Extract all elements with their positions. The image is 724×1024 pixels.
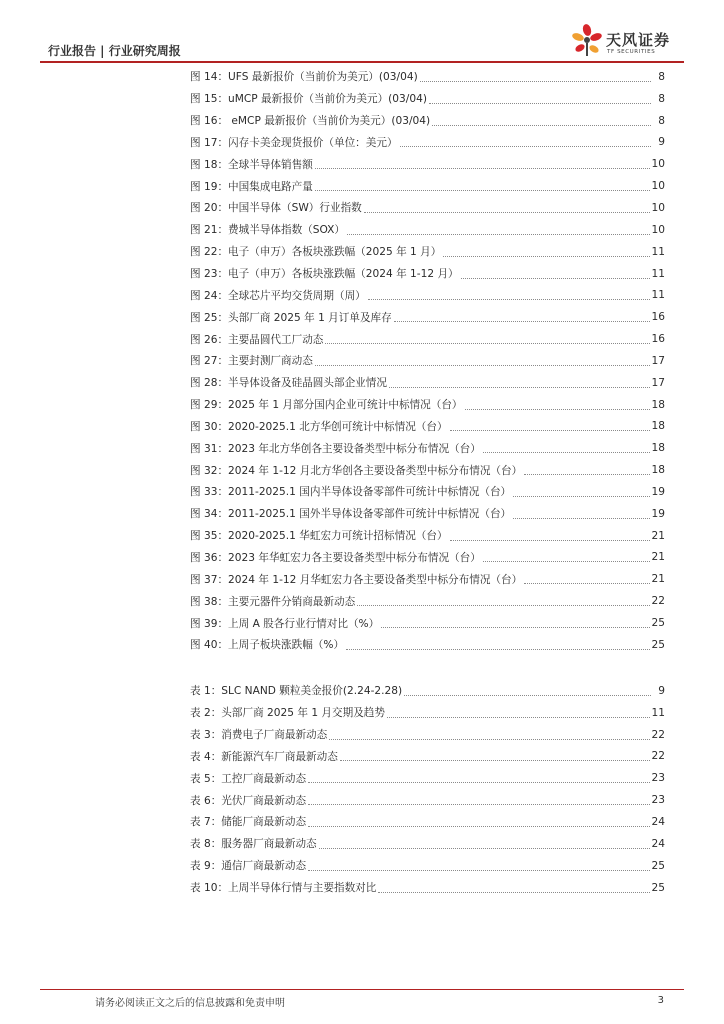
figure-toc-entry-page: 11 bbox=[651, 267, 665, 280]
figure-toc-entry-label: 图 31：2023 年北方华创各主要设备类型中标分布情况（台） bbox=[190, 442, 481, 455]
figure-toc-entry[interactable] bbox=[190, 110, 665, 132]
dot-leader bbox=[450, 430, 650, 431]
figure-toc-entry-page: 19 bbox=[651, 507, 665, 520]
dot-leader bbox=[357, 605, 649, 606]
report-header-title: 行业报告 | 行业研究周报 bbox=[48, 44, 181, 58]
figure-toc-entry[interactable] bbox=[190, 132, 665, 154]
figure-toc-entry-page: 16 bbox=[651, 333, 665, 346]
dot-leader bbox=[325, 343, 649, 344]
figure-toc-entry-label: 图 28：半导体设备及硅晶圆头部企业情况 bbox=[190, 377, 387, 390]
dot-leader bbox=[443, 256, 649, 257]
table-toc-entry-label: 表 8：服务器厂商最新动态 bbox=[190, 838, 317, 851]
table-toc-entry[interactable] bbox=[190, 680, 665, 702]
figure-toc-entry-label: 图 21：费城半导体指数（SOX） bbox=[190, 224, 346, 237]
figure-toc-entry[interactable] bbox=[190, 590, 665, 612]
dot-leader bbox=[315, 190, 650, 191]
dot-leader bbox=[429, 103, 651, 104]
figure-toc-entry-label: 图 27：主要封测厂商动态 bbox=[190, 355, 313, 368]
dot-leader bbox=[450, 540, 650, 541]
figure-toc-entry-page: 21 bbox=[651, 551, 665, 564]
dot-leader bbox=[308, 782, 649, 783]
dot-leader bbox=[381, 627, 649, 628]
dot-leader bbox=[308, 804, 649, 805]
figure-toc-entry-label: 图 37：2024 年 1-12 月华虹宏力各主要设备类型中标分布情况（台） bbox=[190, 573, 523, 586]
footer-disclaimer: 请务必阅读正文之后的信息披露和免责申明 bbox=[95, 998, 285, 1009]
table-toc-entry-label: 表 5：工控厂商最新动态 bbox=[190, 772, 307, 785]
table-toc-entry[interactable] bbox=[190, 855, 665, 877]
figure-toc-entry[interactable] bbox=[190, 416, 665, 438]
figure-toc-entry-page: 25 bbox=[651, 638, 665, 651]
dot-leader bbox=[319, 848, 650, 849]
tables-toc-list bbox=[190, 680, 665, 898]
footer-divider bbox=[40, 989, 684, 990]
figure-toc-entry-page: 18 bbox=[651, 420, 665, 433]
table-toc-entry-label: 表 10：上周半导体行情与主要指数对比 bbox=[190, 882, 377, 895]
figure-toc-entry[interactable] bbox=[190, 219, 665, 241]
logo-flower-icon bbox=[570, 22, 606, 62]
table-toc-entry[interactable] bbox=[190, 877, 665, 899]
table-toc-entry-label: 表 6：光伏厂商最新动态 bbox=[190, 794, 307, 807]
table-toc-entry-label: 表 4：新能源汽车厂商最新动态 bbox=[190, 750, 338, 763]
figure-toc-entry-page: 16 bbox=[651, 311, 665, 324]
figure-toc-entry-page: 8 bbox=[658, 70, 665, 83]
page-number: 3 bbox=[657, 995, 664, 1006]
table-toc-entry-label: 表 7：储能厂商最新动态 bbox=[190, 816, 307, 829]
figure-toc-entry[interactable] bbox=[190, 241, 665, 263]
figure-toc-entry-label: 图 32：2024 年 1-12 月北方华创各主要设备类型中标分布情况（台） bbox=[190, 464, 523, 477]
figure-toc-entry-page: 18 bbox=[651, 398, 665, 411]
figure-toc-entry[interactable] bbox=[190, 88, 665, 110]
figure-toc-entry-label: 图 25：头部厂商 2025 年 1 月订单及库存 bbox=[190, 311, 392, 324]
logo-text: 天风证券 bbox=[606, 31, 671, 49]
figure-toc-entry[interactable] bbox=[190, 306, 665, 328]
figure-toc-entry-page: 10 bbox=[651, 180, 665, 193]
dot-leader bbox=[347, 234, 649, 235]
figure-toc-entry-page: 10 bbox=[651, 201, 665, 214]
figure-toc-entry-label: 图 14：UFS 最新报价（当前价为美元）(03/04) bbox=[190, 71, 418, 84]
figure-toc-entry-label: 图 23：电子（申万）各板块涨跌幅（2024 年 1-12 月） bbox=[190, 268, 459, 281]
table-toc-entry-label: 表 9：通信厂商最新动态 bbox=[190, 860, 307, 873]
dot-leader bbox=[308, 826, 649, 827]
figure-toc-entry-page: 21 bbox=[651, 529, 665, 542]
dot-leader bbox=[524, 474, 649, 475]
figure-toc-entry-label: 图 24：全球芯片平均交货周期（周） bbox=[190, 289, 366, 302]
figure-toc-entry-page: 10 bbox=[651, 158, 665, 171]
table-toc-entry-page: 25 bbox=[651, 859, 665, 872]
dot-leader bbox=[364, 212, 650, 213]
figure-toc-entry[interactable] bbox=[190, 328, 665, 350]
figure-toc-entry[interactable] bbox=[190, 175, 665, 197]
dot-leader bbox=[420, 81, 651, 82]
figure-toc-entry-page: 25 bbox=[651, 617, 665, 630]
dot-leader bbox=[483, 452, 650, 453]
dot-leader bbox=[346, 649, 649, 650]
dot-leader bbox=[308, 870, 649, 871]
dot-leader bbox=[513, 518, 649, 519]
figure-toc-entry-label: 图 35：2020-2025.1 华虹宏力可统计招标情况（台） bbox=[190, 530, 448, 543]
table-toc-entry-label: 表 3：消费电子厂商最新动态 bbox=[190, 729, 328, 742]
dot-leader bbox=[461, 278, 650, 279]
figure-toc-entry-page: 10 bbox=[651, 223, 665, 236]
figure-toc-entry-label: 图 22：电子（申万）各板块涨跌幅（2025 年 1 月） bbox=[190, 246, 442, 259]
table-toc-entry-label: 表 1：SLC NAND 颗粒美金报价(2.24-2.28) bbox=[190, 685, 403, 698]
figure-toc-entry[interactable] bbox=[190, 634, 665, 656]
figure-toc-entry-page: 17 bbox=[651, 354, 665, 367]
figure-toc-entry-page: 19 bbox=[651, 485, 665, 498]
figure-toc-entry-label: 图 15：uMCP 最新报价（当前价为美元）(03/04) bbox=[190, 93, 427, 106]
dot-leader bbox=[378, 892, 649, 893]
figure-toc-entry[interactable] bbox=[190, 612, 665, 634]
table-toc-entry[interactable] bbox=[190, 833, 665, 855]
figure-toc-entry[interactable] bbox=[190, 437, 665, 459]
figure-toc-entry-label: 图 18：全球半导体销售额 bbox=[190, 158, 313, 171]
dot-leader bbox=[315, 365, 650, 366]
figure-toc-entry[interactable] bbox=[190, 197, 665, 219]
table-toc-entry[interactable] bbox=[190, 767, 665, 789]
figure-toc-entry-label: 图 40：上周子板块涨跌幅（%） bbox=[190, 639, 345, 652]
figure-toc-entry-label: 图 38：主要元器件分销商最新动态 bbox=[190, 595, 356, 608]
dot-leader bbox=[340, 760, 650, 761]
company-logo bbox=[570, 22, 680, 62]
dot-leader bbox=[315, 168, 650, 169]
figure-toc-entry-label: 图 34：2011-2025.1 国外半导体设备零部件可统计中标情况（台） bbox=[190, 508, 512, 521]
figure-toc-entry-page: 18 bbox=[651, 442, 665, 455]
figure-toc-entry-label: 图 16： eMCP 最新报价（当前价为美元）(03/04) bbox=[190, 115, 431, 128]
table-toc-entry-page: 24 bbox=[651, 837, 665, 850]
figure-toc-entry-label: 图 39：上周 A 股各行业行情对比（%） bbox=[190, 617, 380, 630]
table-toc-entry-page: 24 bbox=[651, 815, 665, 828]
dot-leader bbox=[368, 299, 650, 300]
figure-toc-entry-label: 图 19：中国集成电路产量 bbox=[190, 180, 313, 193]
figures-toc-list bbox=[190, 66, 665, 656]
table-toc-entry[interactable] bbox=[190, 746, 665, 768]
figure-toc-entry-page: 17 bbox=[651, 376, 665, 389]
figure-toc-entry[interactable] bbox=[190, 394, 665, 416]
figure-toc-entry[interactable] bbox=[190, 372, 665, 394]
figure-toc-entry-label: 图 17：闪存卡美金现货报价（单位：美元） bbox=[190, 136, 398, 149]
figure-toc-entry-label: 图 30：2020-2025.1 北方华创可统计中标情况（台） bbox=[190, 420, 448, 433]
figure-toc-entry[interactable] bbox=[190, 525, 665, 547]
figure-toc-entry-page: 8 bbox=[658, 114, 665, 127]
header-divider bbox=[40, 61, 684, 63]
dot-leader bbox=[329, 739, 649, 740]
figure-toc-entry[interactable] bbox=[190, 459, 665, 481]
dot-leader bbox=[394, 321, 650, 322]
figure-toc-entry[interactable] bbox=[190, 503, 665, 525]
table-toc-entry[interactable] bbox=[190, 789, 665, 811]
table-toc-entry-page: 23 bbox=[651, 794, 665, 807]
figure-toc-entry-page: 9 bbox=[658, 136, 665, 149]
figure-toc-entry-label: 图 36：2023 年华虹宏力各主要设备类型中标分布情况（台） bbox=[190, 551, 481, 564]
dot-leader bbox=[465, 409, 650, 410]
dot-leader bbox=[400, 146, 651, 147]
table-toc-entry-page: 22 bbox=[651, 750, 665, 763]
dot-leader bbox=[483, 561, 650, 562]
figure-toc-entry-label: 图 26：主要晶圆代工厂动态 bbox=[190, 333, 324, 346]
table-toc-entry-page: 23 bbox=[651, 772, 665, 785]
figure-toc-entry-label: 图 20：中国半导体（SW）行业指数 bbox=[190, 202, 362, 215]
dot-leader bbox=[524, 583, 649, 584]
figure-toc-entry-page: 21 bbox=[651, 573, 665, 586]
table-toc-entry[interactable] bbox=[190, 811, 665, 833]
table-toc-entry[interactable] bbox=[190, 702, 665, 724]
figure-toc-entry[interactable] bbox=[190, 350, 665, 372]
figure-toc-entry[interactable] bbox=[190, 263, 665, 285]
table-toc-entry-label: 表 2：头部厂商 2025 年 1 月交期及趋势 bbox=[190, 707, 385, 720]
figure-toc-entry[interactable] bbox=[190, 481, 665, 503]
dot-leader bbox=[387, 717, 650, 718]
figure-toc-entry[interactable] bbox=[190, 153, 665, 175]
figure-toc-entry[interactable] bbox=[190, 568, 665, 590]
figure-toc-entry[interactable] bbox=[190, 284, 665, 306]
figure-toc-entry-page: 22 bbox=[651, 595, 665, 608]
figure-toc-entry[interactable] bbox=[190, 547, 665, 569]
figure-toc-entry-page: 11 bbox=[651, 289, 665, 302]
dot-leader bbox=[404, 695, 651, 696]
figure-toc-entry-label: 图 33：2011-2025.1 国内半导体设备零部件可统计中标情况（台） bbox=[190, 486, 512, 499]
figure-toc-entry-label: 图 29：2025 年 1 月部分国内企业可统计中标情况（台） bbox=[190, 399, 463, 412]
dot-leader bbox=[432, 125, 651, 126]
table-toc-entry[interactable] bbox=[190, 724, 665, 746]
figure-toc-entry[interactable] bbox=[190, 66, 665, 88]
table-toc-entry-page: 9 bbox=[658, 684, 665, 697]
dot-leader bbox=[513, 496, 649, 497]
figure-toc-entry-page: 8 bbox=[658, 92, 665, 105]
table-toc-entry-page: 11 bbox=[651, 706, 665, 719]
table-toc-entry-page: 25 bbox=[651, 881, 665, 894]
logo-subtext: TF SECURITIES bbox=[607, 49, 656, 55]
table-toc-entry-page: 22 bbox=[651, 728, 665, 741]
figure-toc-entry-page: 11 bbox=[651, 245, 665, 258]
figure-toc-entry-page: 18 bbox=[651, 464, 665, 477]
dot-leader bbox=[389, 387, 650, 388]
